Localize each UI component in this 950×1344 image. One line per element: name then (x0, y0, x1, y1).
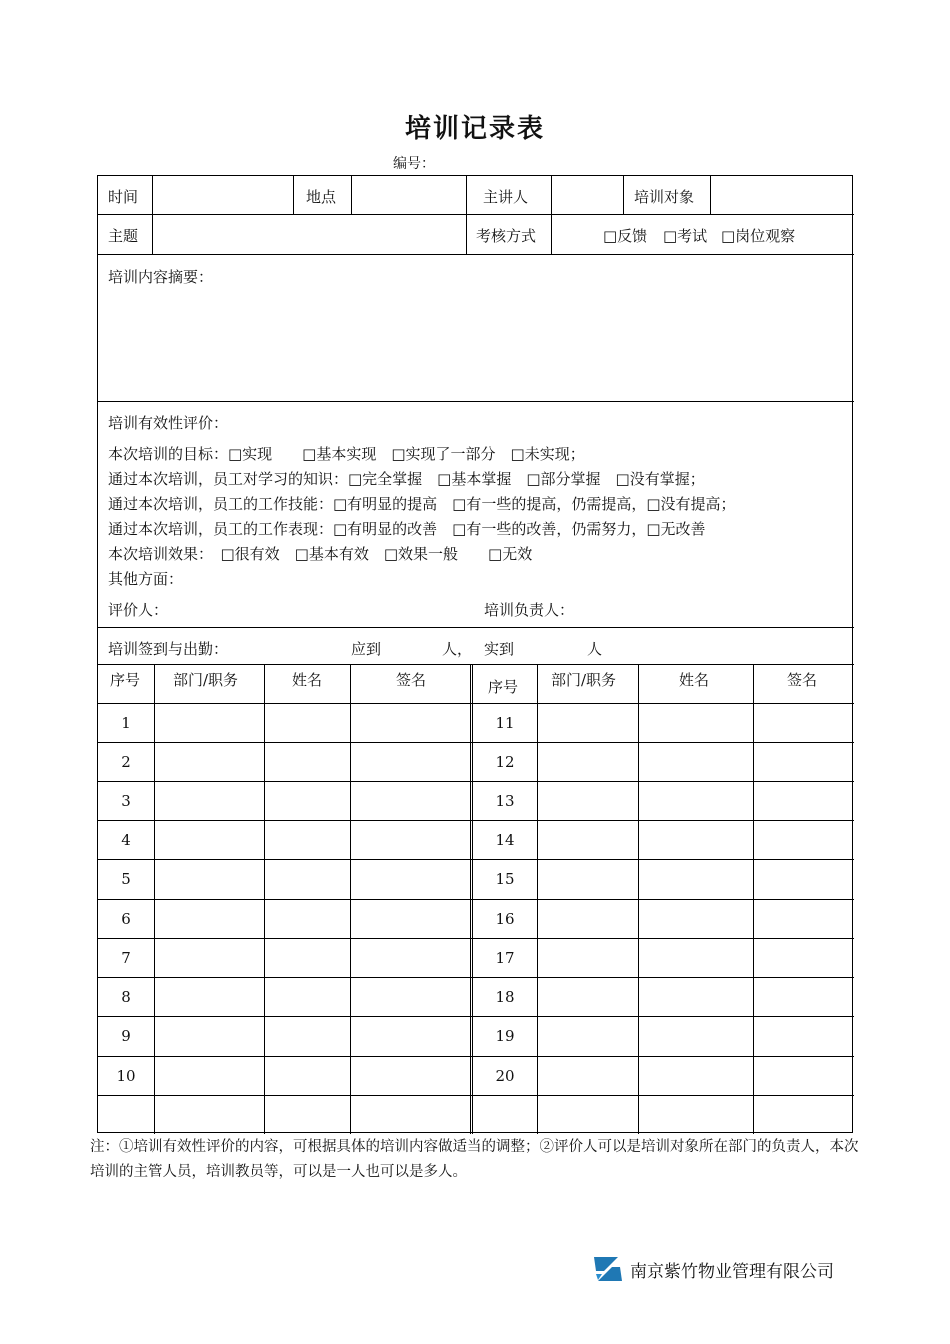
header-left-dept: 部门/职务 (173, 671, 239, 689)
company-logo-icon (592, 1254, 624, 1284)
expected-label: 应到 (351, 640, 382, 658)
attendance-label: 培训签到与出勤： (108, 640, 229, 658)
seq-number: 8 (121, 988, 131, 1006)
seq-number: 20 (495, 1067, 515, 1085)
company-name: 南京紫竹物业管理有限公司 (630, 1261, 834, 1282)
header-right-name: 姓名 (679, 671, 710, 689)
seq-number: 17 (495, 949, 515, 967)
code-label: 编号： (393, 156, 435, 172)
assessment-option-exam[interactable]: □考试 (663, 227, 708, 245)
assessment-option-feedback[interactable]: □反馈 (603, 227, 648, 245)
evaluator-label: 评价人： (108, 601, 169, 619)
seq-number: 7 (121, 949, 131, 967)
assessment-label: 考核方式 (476, 227, 537, 245)
person-unit-actual: 人 (587, 640, 603, 658)
evaluation-line-knowledge: 通过本次培训，员工对学习的知识：□完全掌握 □基本掌握 □部分掌握 □没有掌握； (108, 470, 705, 488)
seq-number: 19 (495, 1027, 515, 1045)
seq-number: 12 (495, 753, 515, 771)
training-record-form (97, 175, 853, 1133)
evaluation-line-effect: 本次培训效果： □很有效 □基本有效 □效果一般 □无效 (108, 545, 533, 563)
header-left-sign: 签名 (396, 671, 427, 689)
topic-label: 主题 (108, 227, 139, 245)
header-left-name: 姓名 (292, 671, 323, 689)
speaker-label: 主讲人 (483, 188, 529, 206)
time-label: 时间 (108, 188, 139, 206)
header-right-seq: 序号 (488, 678, 519, 696)
seq-number: 16 (495, 910, 515, 928)
evaluation-line-performance: 通过本次培训，员工的工作表现：□有明显的改善 □有一些的改善，仍需努力，□无改善 (108, 520, 706, 538)
location-label: 地点 (306, 188, 337, 206)
seq-number: 1 (121, 714, 131, 732)
page-title: 培训记录表 (404, 114, 545, 144)
seq-number: 18 (495, 988, 515, 1006)
evaluation-line-other: 其他方面： (108, 570, 184, 588)
actual-label: 实到 (484, 640, 515, 658)
summary-label: 培训内容摘要： (108, 268, 214, 286)
seq-number: 14 (495, 831, 515, 849)
footnote: 注：①培训有效性评价的内容，可根据具体的培训内容做适当的调整；②评价人可以是培训对象所在部门的负责人，本次培训的主管人员，培训教员等，可以是一人也可以是多人。 (90, 1139, 859, 1180)
evaluation-line-skill: 通过本次培训，员工的工作技能：□有明显的提高 □有一些的提高，仍需提高，□没有提高； (108, 495, 736, 513)
header-right-sign: 签名 (787, 671, 818, 689)
seq-number: 5 (121, 870, 131, 888)
seq-number: 6 (121, 910, 131, 928)
seq-number: 13 (495, 792, 515, 810)
seq-number: 4 (121, 831, 131, 849)
evaluation-heading: 培训有效性评价： (108, 414, 229, 432)
seq-number: 15 (495, 870, 515, 888)
assessment-option-observation[interactable]: □岗位观察 (721, 227, 796, 245)
person-unit-expected: 人， (442, 640, 473, 658)
target-label: 培训对象 (634, 188, 695, 206)
seq-number: 11 (495, 714, 515, 732)
evaluation-line-goal: 本次培训的目标：□实现 □基本实现 □实现了一部分 □未实现； (108, 445, 585, 463)
seq-number: 2 (121, 753, 131, 771)
header-left-seq: 序号 (110, 671, 141, 689)
footer (592, 1254, 834, 1284)
header-right-dept: 部门/职务 (551, 671, 617, 689)
seq-number: 3 (121, 792, 131, 810)
seq-number: 10 (116, 1067, 136, 1085)
responsible-label: 培训负责人： (484, 601, 575, 619)
seq-number: 9 (121, 1027, 131, 1045)
